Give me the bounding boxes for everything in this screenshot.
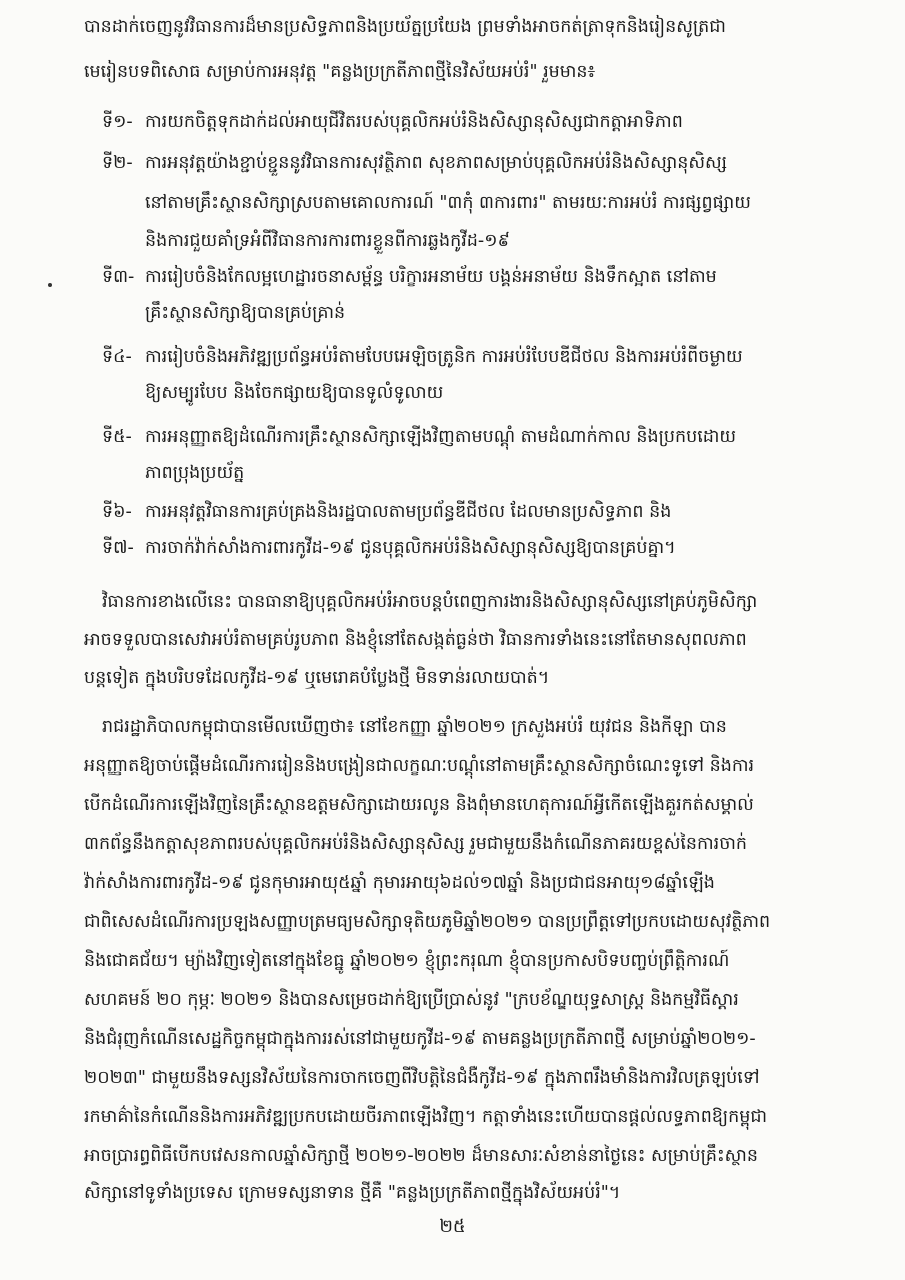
measure-line: គ្រឹះស្ថានសិក្សាឱ្យបានគ្រប់គ្រាន់	[145, 303, 346, 323]
paragraph-line: សហគមន៍ ២០ កុម្ភៈ ២០២១ និងបានសម្រេចដាក់ឱ្យប្រើប្រាស់នូវ "ក្របខ័ណ្ឌយុទ្ធសាស្ត្រ និងកម្មវិធីស្តារ	[84, 990, 739, 1010]
paragraph-line: ៣កព័ន្ធនឹងកត្តាសុខភាពរបស់បុគ្គលិកអប់រំនិងសិស្សានុសិស្ស រួមជាមួយនឹងកំណើនភាគរយខ្ពស់នៃការចាក់	[84, 834, 748, 854]
paragraph-line: សិក្សានៅទូទាំងប្រទេស ក្រោមទស្សនាទាន ថ្មីគឺ "គន្លងប្រក្រតីភាពថ្មីក្នុងវិស័យអប់រំ"។	[84, 1183, 621, 1203]
measure-line: ការរៀបចំនិងកែលម្អហេដ្ឋារចនាសម្ព័ន្ធ បរិក្ខារអនាម័យ បង្គន់អនាម័យ និងទឹកស្អាត នៅតាម	[145, 267, 717, 287]
intro-line: មេរៀនបទពិសោធ សម្រាប់ការអនុវត្ត "គន្លងប្រក្រតីភាពថ្មីនៃវិស័យអប់រំ" រួមមាន៖	[84, 62, 596, 82]
paragraph-line: វ៉ាក់សាំងការពារកូវីដ-១៩ ជូនកុមារអាយុ៥ឆ្នាំ កុមារអាយុ៦ដល់១៧ឆ្នាំ និងប្រជាជនអាយុ១៨ឆ្នាំឡើង	[84, 873, 715, 893]
paragraph-line: រាជរដ្ឋាភិបាលកម្ពុជាបានមើលឃើញថា៖ នៅខែកញ្ញា ឆ្នាំ២០២១ ក្រសួងអប់រំ យុវជន និងកីឡា បាន	[102, 717, 727, 737]
measure-line: ការអនុញ្ញាតឱ្យដំណើរការគ្រឹះស្ថានសិក្សាឡើងវិញតាមបណ្តុំ តាមដំណាក់កាល និងប្រកបដោយ	[145, 427, 737, 447]
measure-label: ទី៣-	[102, 267, 135, 287]
measure-label: ទី៥-	[102, 427, 132, 447]
measure-line: និងការជួយគាំទ្រអំពីវិធានការការពារខ្លួនពីការឆ្លងកូវីដ-១៩	[145, 231, 510, 251]
measure-line: ភាពប្រុងប្រយ័ត្ន	[145, 463, 245, 483]
paragraph-line: អាចប្រារព្ធពិធីបើកបវេសនកាលឆ្នាំសិក្សាថ្មី ២០២១-២០២២ ដ៏មានសារៈសំខាន់នាថ្ងៃនេះ សម្រាប់គ្រឹះស្ថាន	[84, 1146, 758, 1166]
paragraph-line: អនុញ្ញាតឱ្យចាប់ផ្តើមដំណើរការរៀននិងបង្រៀនជាលក្ខណៈបណ្តុំនៅតាមគ្រឹះស្ថានសិក្សាចំណេះទូទៅ និងការ	[84, 756, 755, 776]
page-number: ២៥	[439, 1216, 466, 1237]
measure-label: ទី២-	[102, 153, 133, 173]
intro-line: បានដាក់ចេញនូវវិធានការដ៏មានប្រសិទ្ធភាពនិងប្រយ័ត្នប្រយែង ព្រមទាំងអាចកត់ត្រាទុកនិងរៀនសូត្រជា	[84, 17, 726, 37]
paragraph-line: រកមាគ៌ានៃកំណើននិងការអភិវឌ្ឍប្រកបដោយចីរភាពឡើងវិញ។ កត្តាទាំងនេះហើយបានផ្តល់លទ្ធភាពឱ្យកម្ពុជា	[84, 1107, 768, 1127]
paragraph-line: និងជោគជ័យ។ ម្យ៉ាងវិញទៀតនៅក្នុងខែធ្នូ ឆ្នាំ២០២១ ខ្ញុំព្រះករុណា ខ្ញុំបានប្រកាសបិទបញ្ចប់ព្រឹត្តិការណ៍	[84, 951, 730, 971]
measure-label: ទី៤-	[102, 347, 132, 367]
measure-label: ទី១-	[102, 112, 133, 132]
measure-line: ការចាក់វ៉ាក់សាំងការពារកូវីដ-១៩ ជូនបុគ្គលិកអប់រំនិងសិស្សានុសិស្សឱ្យបានគ្រប់គ្នា។	[145, 538, 676, 558]
measure-line: នៅតាមគ្រឹះស្ថានសិក្សាស្របតាមគោលការណ៍ "៣កុំ ៣ការពារ" តាមរយៈការអប់រំ ការផ្សព្វផ្សាយ	[145, 193, 751, 213]
paragraph-line: វិធានការខាងលើនេះ បានធានាឱ្យបុគ្គលិកអប់រំអាចបន្តបំពេញការងារនិងសិស្សានុសិស្សនៅគ្រប់ភូមិសិក្សា	[102, 592, 758, 612]
measure-line: ការរៀបចំនិងអភិវឌ្ឍប្រព័ន្ធអប់រំតាមបែបអេឡិចត្រូនិក ការអប់រំបែបឌីជីថល និងការអប់រំពីចម្ងាយ	[145, 347, 743, 367]
paragraph-line: និងជំរុញកំណើនសេដ្ឋកិច្ចកម្ពុជាក្នុងការរស់នៅជាមួយកូវីដ-១៩ តាមគន្លងប្រក្រតីភាពថ្មី សម្រាប់ឆ្នាំ២០២១-	[84, 1029, 756, 1049]
measure-line: ការអនុវត្តយ៉ាងខ្ជាប់ខ្ជួននូវវិធានការសុវត្ថិភាព សុខភាពសម្រាប់បុគ្គលិកអប់រំនិងសិស្សានុសិស្ស	[145, 153, 727, 173]
paragraph-line: បើកដំណើរការឡើងវិញនៃគ្រឹះស្ថានឧត្តមសិក្សាដោយរលូន និងពុំមានហេតុការណ៍អ្វីកើតឡើងគួរកត់សម្គាល់	[84, 795, 754, 815]
measure-line: ការអនុវត្តវិធានការគ្រប់គ្រងនិងរដ្ឋបាលតាមប្រព័ន្ធឌីជីថល ដែលមានប្រសិទ្ធភាព និង	[145, 502, 672, 522]
stray-mark	[48, 283, 52, 287]
measure-line: ឱ្យសម្បូរបែប និងចែកផ្សាយឱ្យបានទូលំទូលាយ	[145, 383, 444, 403]
paragraph-line: អាចទទួលបានសេវាអប់រំតាមគ្រប់រូបភាព និងខ្ញុំនៅតែសង្កត់ធ្ងន់ថា វិធានការទាំងនេះនៅតែមានសុពលភាព	[84, 630, 747, 650]
measure-label: ទី៦-	[102, 502, 132, 522]
paragraph-line: ២០២៣" ជាមួយនឹងទស្សនវិស័យនៃការចាកចេញពីវិបត្តិនៃជំងឺកូវីដ-១៩ ក្នុងភាពរឹងមាំនិងការវិលត្រឡប់ទៅ	[84, 1068, 760, 1088]
paragraph-line: បន្តទៀត ក្នុងបរិបទដែលកូវីដ-១៩ ឬមេរោគបំប្លែងថ្មី មិនទាន់រលាយបាត់។	[84, 668, 550, 688]
measure-label: ទី៧-	[102, 538, 134, 558]
paragraph-line: ជាពិសេសដំណើរការប្រឡងសញ្ញាបត្រមធ្យមសិក្សាទុតិយភូមិឆ្នាំ២០២១ បានប្រព្រឹត្តទៅប្រកបដោយសុវត្ថិភាព	[84, 912, 771, 932]
measure-line: ការយកចិត្តទុកដាក់ដល់អាយុជីវិតរបស់បុគ្គលិកអប់រំនិងសិស្សានុសិស្សជាកត្តាអាទិភាព	[145, 112, 683, 132]
